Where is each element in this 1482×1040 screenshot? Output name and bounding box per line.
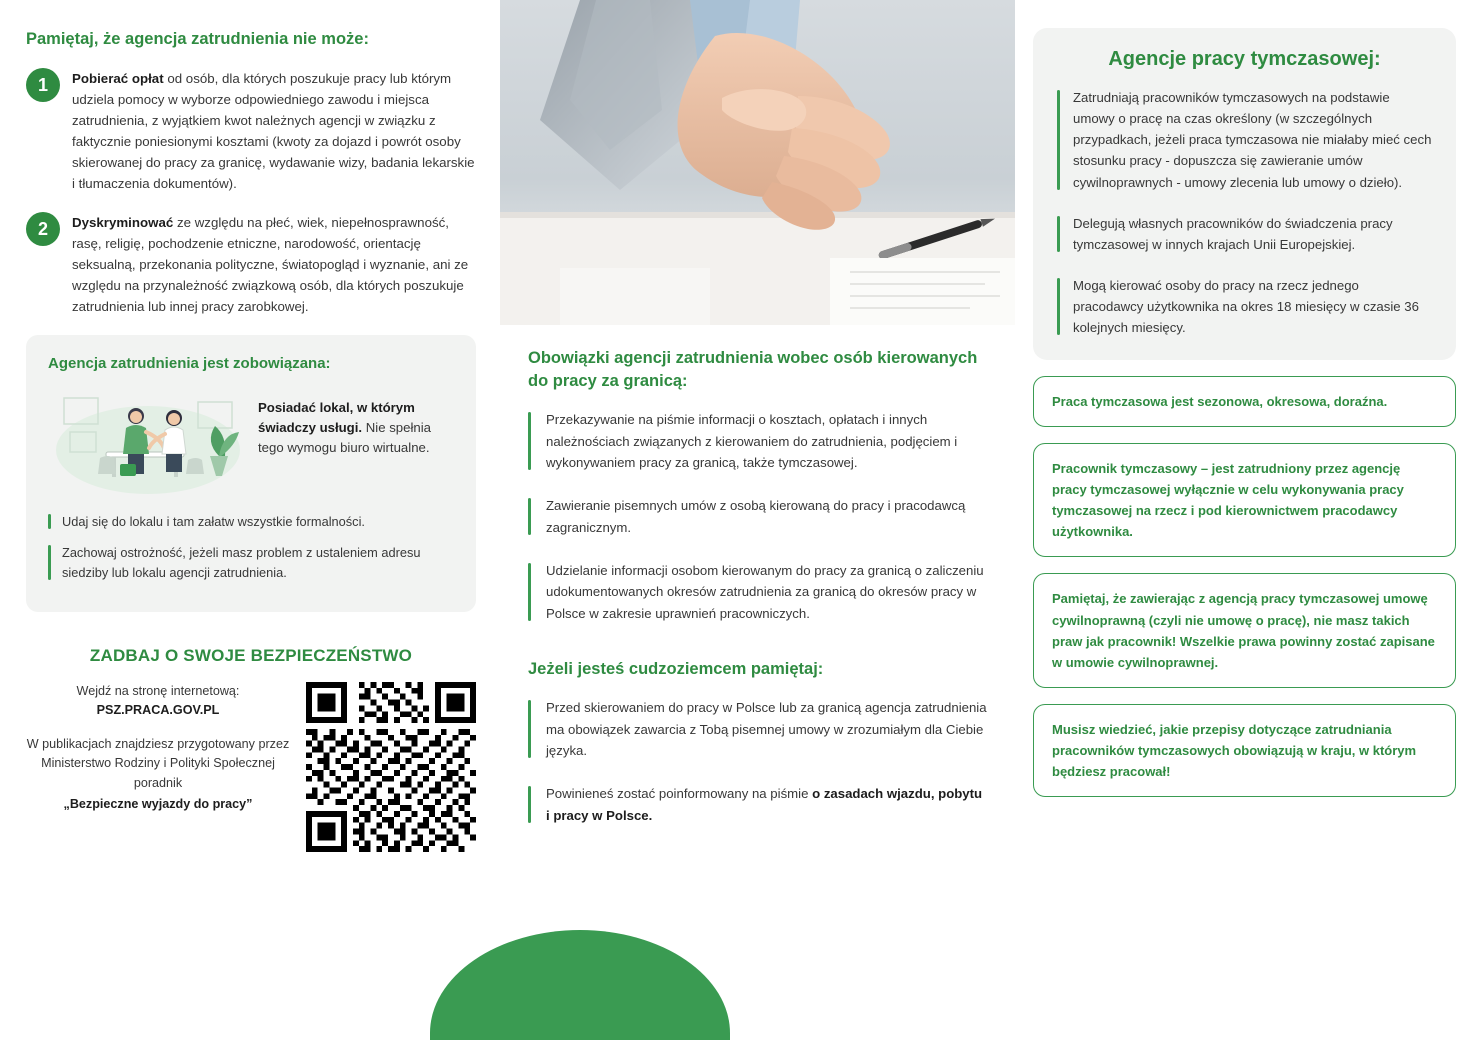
prohibition-rest-2: ze względu na płeć, wiek, niepełnosprawność, rasę, religię, pochodzenie etniczne, narodowość, orientację seksualną, przekonania polityczne, światopogląd i wyznanie, ani ze względu na przynależność związkową osób, dla których poszukuje zatrudnienia lub innej pracy zarobkowej. [72,215,469,315]
obligations-bold: Posiadać lokal, w którym świadczy usługi. [258,400,415,436]
info-box-2: Pracownik tymczasowy – jest zatrudniony przez agencję pracy tymczasowej wyłącznie w celu wykonywania pracy tymczasowej na rzecz i pod kierownictwem pracodawcy użytkownika. [1033,443,1456,557]
safety-line-2: W publikacjach znajdziesz przygotowany przez Ministerstwo Rodziny i Polityki Społecznej poradnik [26,736,290,790]
temp-agencies-item-2: Delegują własnych pracowników do świadczenia pracy tymczasowej w innych krajach Unii Europejskiej. [1057,213,1432,255]
safety-line-1: Wejdź na stronę internetową: [76,683,240,698]
prohibition-rest-1: od osób, dla których poszukuje pracy lub którym udziela pomocy w wyborze odpowiedniego zawodu i miejsca zatrudnienia, z wyjątkiem kwot należnych agencji w związku z faktycznie poniesionymi kosztami (kwoty za dojazd i powrót osoby skierowanej do pracy za granicę, wydawanie wizy, badania lekarskie i tłumaczenia dokumentów). [72,71,475,192]
safety-website: PSZ.PRACA.GOV.PL [96,703,220,718]
temp-agencies-item-1: Zatrudniają pracowników tymczasowych na podstawie umowy o pracę na czas określony (w szczególnych przypadkach, jeżeli praca tymczasowa nie miałaby mieć cech stosunku pracy - dopuszcza się zawieranie umów cywilnoprawnych - umowy zlecenia lub umowy o dzieło). [1057,87,1432,193]
duties-item-3: Udzielanie informacji osobom kierowanym do pracy za granicą o zaliczeniu udokumentowanych okresów zatrudnienia za granicą do okresów pracy w Polsce w zakresie uprawnień pracowniczych. [528,560,987,624]
prohibition-item-2 [26,212,476,317]
office-illustration-icon [48,380,248,500]
obligations-illustration-text [258,380,454,457]
prohibition-bold-2: Dyskryminować [72,215,174,231]
foreigner-item-2-bold: o zasadach wjazdu, pobytu i pracy w Polsce. [546,786,983,823]
safety-title: ZADBAJ O SWOJE BEZPIECZEŃSTWO [89,645,413,665]
prohibition-item-1 [26,68,476,194]
foreigner-item-2 [528,783,987,826]
safety-text-block [26,682,290,815]
foreigner-item-1: Przed skierowaniem do pracy w Polsce lub za granicą agencja zatrudnienia ma obowiązek zawarcia z Tobą pisemnej umowy w zrozumiałym dla Ciebie języka. [528,697,987,761]
info-box-1: Praca tymczasowa jest sezonowa, okresowa, doraźna. [1033,376,1456,427]
number-badge: 1 [26,68,60,102]
safety-row [26,682,476,852]
prohibition-bold-1: Pobierać opłat [72,71,164,87]
temp-agencies-item-3: Mogą kierować osoby do pracy na rzecz jednego pracodawcy użytkownika na okres 18 miesięcy w czasie 36 kolejnych miesięcy. [1057,275,1432,338]
qr-code-icon[interactable] [306,682,476,852]
foreigner-heading: Jeżeli jesteś cudzoziemcem pamiętaj: [528,660,824,679]
left-column [0,0,500,1040]
handshake-photo [500,0,1015,325]
temp-agencies-title: Agencje pracy tymczasowej: [1108,48,1381,70]
prohibition-text-1 [72,68,476,194]
middle-column [500,0,1015,1040]
right-column [1015,0,1482,1040]
safety-guide-title: „Bezpieczne wyjazdy do pracy” [63,797,253,812]
obligations-illustration-row [48,380,454,500]
info-box-4: Musisz wiedzieć, jakie przepisy dotyczące zatrudniania pracowników tymczasowych obowiązują w kraju, w którym będziesz pracował! [1033,704,1456,797]
middle-body [500,325,1015,826]
left-heading: Pamiętaj, że agencja zatrudnienia nie może: [26,30,369,48]
prohibition-text-2 [72,212,476,317]
number-badge: 2 [26,212,60,246]
duties-item-1: Przekazywanie na piśmie informacji o kosztach, opłatach i innych należnościach związanych z kierowaniem do zatrudnienia, podjęciem i wykonywaniem pracy za granicą, także tymczasowej. [528,409,987,473]
obligations-bar-2: Zachowaj ostrożność, jeżeli masz problem z ustaleniem adresu siedziby lub lokalu agencji zatrudnienia. [48,543,454,581]
duties-heading: Obowiązki agencji zatrudnienia wobec osób kierowanych do pracy za granicą: [528,349,978,391]
obligations-heading: Agencja zatrudnienia jest zobowiązana: [48,355,331,373]
obligations-rest: Nie spełnia tego wymogu biuro wirtualne. [258,420,431,455]
foreigner-item-2-plain: Powinieneś zostać poinformowany na piśmie [546,786,813,802]
duties-item-2: Zawieranie pisemnych umów z osobą kierowaną do pracy i pracodawcą zagranicznym. [528,495,987,538]
obligations-card [26,335,476,612]
obligations-bar-1: Udaj się do lokalu i tam załatw wszystkie formalności. [48,512,454,531]
handshake-photo-illustration [500,0,1015,325]
temp-agencies-card [1033,28,1456,360]
info-box-3: Pamiętaj, że zawierając z agencją pracy tymczasowej umowę cywilnoprawną (czyli nie umowę o pracę), nie masz takich praw jak pracownik! Wszelkie prawa powinny zostać zapisane w umowie cywilnoprawnej. [1033,573,1456,687]
